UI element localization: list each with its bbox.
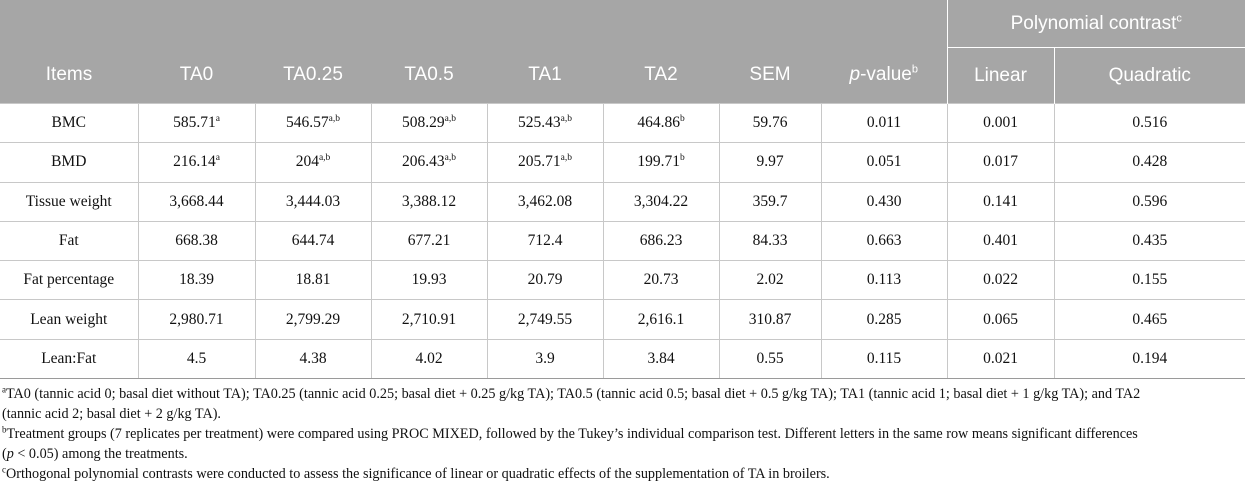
cell-sem: 310.87 [719,300,821,339]
table-row [0,104,1245,143]
footnote-b-text-1: Treatment groups (7 replicates per treatment) were compared using PROC MIXED, followed by the Tukey’s individual comparison test. Different letters in the same row means significant differences ( [2,426,1138,462]
header-ta0: TA0 [138,48,255,104]
cell-item: Tissue weight [0,182,138,221]
cell-quadratic: 0.194 [1054,339,1245,378]
cell-ta025: 546.57$^{a,b}$ [255,104,371,143]
cell-ta0: 2,980.71 [138,300,255,339]
cell-linear: 0.401 [947,221,1054,260]
header-sem: SEM [719,48,821,104]
cell-ta1: 3,462.08 [487,182,603,221]
table-row [0,182,1245,221]
cell-ta05: 677.21 [371,221,487,260]
cell-ta0: 3,668.44 [138,182,255,221]
cell-ta1: 712.4 [487,221,603,260]
header-ta05: TA0.5 [371,48,487,104]
p-rest: -value [860,64,912,86]
cell-ta05: 4.02 [371,339,487,378]
cell-sem: 84.33 [719,221,821,260]
table-header [0,0,1245,104]
cell-linear: 0.017 [947,143,1054,182]
cell-p-value: 0.430 [821,182,947,221]
cell-p-value: 0.113 [821,261,947,300]
footnote-a [2,385,1143,424]
cell-ta1: 205.71$^{a,b}$ [487,143,603,182]
footnote-b-italic-p: p [6,445,14,462]
cell-ta05: 19.93 [371,261,487,300]
cell-p-value: 0.115 [821,339,947,378]
cell-item: BMD [0,143,138,182]
cell-ta2: 2,616.1 [603,300,719,339]
cell-ta2: 20.73 [603,261,719,300]
cell-quadratic: 0.155 [1054,261,1245,300]
p-sup: b [911,63,918,76]
header-ta1: TA1 [487,48,603,104]
cell-ta025: 2,799.29 [255,300,371,339]
footnote-a-text: TA0 (tannic acid 0; basal diet without TA); TA0.25 (tannic acid 0.25; basal diet + 0.25 g/kg TA); TA0.5 (tannic acid 0.5; basal diet + 0.5 g/kg TA); TA1 (tannic acid 1; basal diet + 1 g/kg TA); and TA2 (tannic acid 2; basal diet + 2 g/kg TA). [2,386,1141,422]
cell-linear: 0.022 [947,261,1054,300]
cell-quadratic: 0.428 [1054,143,1245,182]
cell-ta05: 206.43$^{a,b}$ [371,143,487,182]
cell-sem: 359.7 [719,182,821,221]
cell-ta2: 464.86$^b$ [603,104,719,143]
cell-sem: 59.76 [719,104,821,143]
cell-ta1: 2,749.55 [487,300,603,339]
cell-ta2: 199.71$^b$ [603,143,719,182]
footnote-b [2,425,1143,464]
cell-item: Lean:Fat [0,339,138,378]
cell-ta0: 18.39 [138,261,255,300]
cell-linear: 0.001 [947,104,1054,143]
cell-ta1: 525.43$^{a,b}$ [487,104,603,143]
table-row [0,143,1245,182]
header-linear: Linear [947,48,1054,104]
table-row [0,300,1245,339]
cell-sem: 0.55 [719,339,821,378]
cell-p-value: 0.051 [821,143,947,182]
cell-ta1: 20.79 [487,261,603,300]
table-footnotes [0,379,1145,485]
cell-quadratic: 0.465 [1054,300,1245,339]
poly-sup: c [1176,12,1182,25]
header-p-value [821,48,947,104]
cell-item: BMC [0,104,138,143]
header-quadratic: Quadratic [1054,48,1245,104]
cell-ta1: 3.9 [487,339,603,378]
header-row-bottom [0,48,1245,104]
footnote-c-marker: c [2,464,6,475]
poly-label: Polynomial contrast [1010,12,1177,34]
cell-item: Fat percentage [0,261,138,300]
cell-ta05: 3,388.12 [371,182,487,221]
cell-quadratic: 0.596 [1054,182,1245,221]
cell-ta0: 4.5 [138,339,255,378]
cell-item: Lean weight [0,300,138,339]
cell-item: Fat [0,221,138,260]
footnote-b-marker: b [2,424,7,435]
cell-ta05: 508.29$^{a,b}$ [371,104,487,143]
header-ta025: TA0.25 [255,48,371,104]
cell-ta2: 3,304.22 [603,182,719,221]
cell-sem: 2.02 [719,261,821,300]
footnote-c-text: Orthogonal polynomial contrasts were conducted to assess the significance of linear or quadratic effects of the supplementation of TA in broilers. [6,466,830,483]
header-polynomial-contrast [947,0,1245,48]
cell-ta05: 2,710.91 [371,300,487,339]
cell-quadratic: 0.435 [1054,221,1245,260]
cell-ta025: 18.81 [255,261,371,300]
footnote-c [2,465,1143,485]
cell-p-value: 0.285 [821,300,947,339]
footnote-b-text-2: < 0.05) among the treatments. [13,445,188,462]
header-items: Items [0,48,138,104]
header-blank [0,0,947,48]
table-row [0,261,1245,300]
table-row [0,221,1245,260]
header-ta2: TA2 [603,48,719,104]
cell-sem: 9.97 [719,143,821,182]
cell-ta2: 3.84 [603,339,719,378]
cell-linear: 0.065 [947,300,1054,339]
cell-ta0: 216.14$^a$ [138,143,255,182]
cell-ta0: 585.71$^a$ [138,104,255,143]
cell-p-value: 0.011 [821,104,947,143]
cell-ta025: 3,444.03 [255,182,371,221]
cell-linear: 0.141 [947,182,1054,221]
cell-linear: 0.021 [947,339,1054,378]
cell-quadratic: 0.516 [1054,104,1245,143]
p-italic: p [849,64,861,86]
table-body [0,104,1245,379]
cell-ta025: 644.74 [255,221,371,260]
table-row [0,339,1245,378]
cell-ta2: 686.23 [603,221,719,260]
footnote-a-marker: a [2,384,6,395]
header-row-top [0,0,1245,48]
cell-ta0: 668.38 [138,221,255,260]
cell-p-value: 0.663 [821,221,947,260]
cell-ta025: 204$^{a,b}$ [255,143,371,182]
cell-ta025: 4.38 [255,339,371,378]
